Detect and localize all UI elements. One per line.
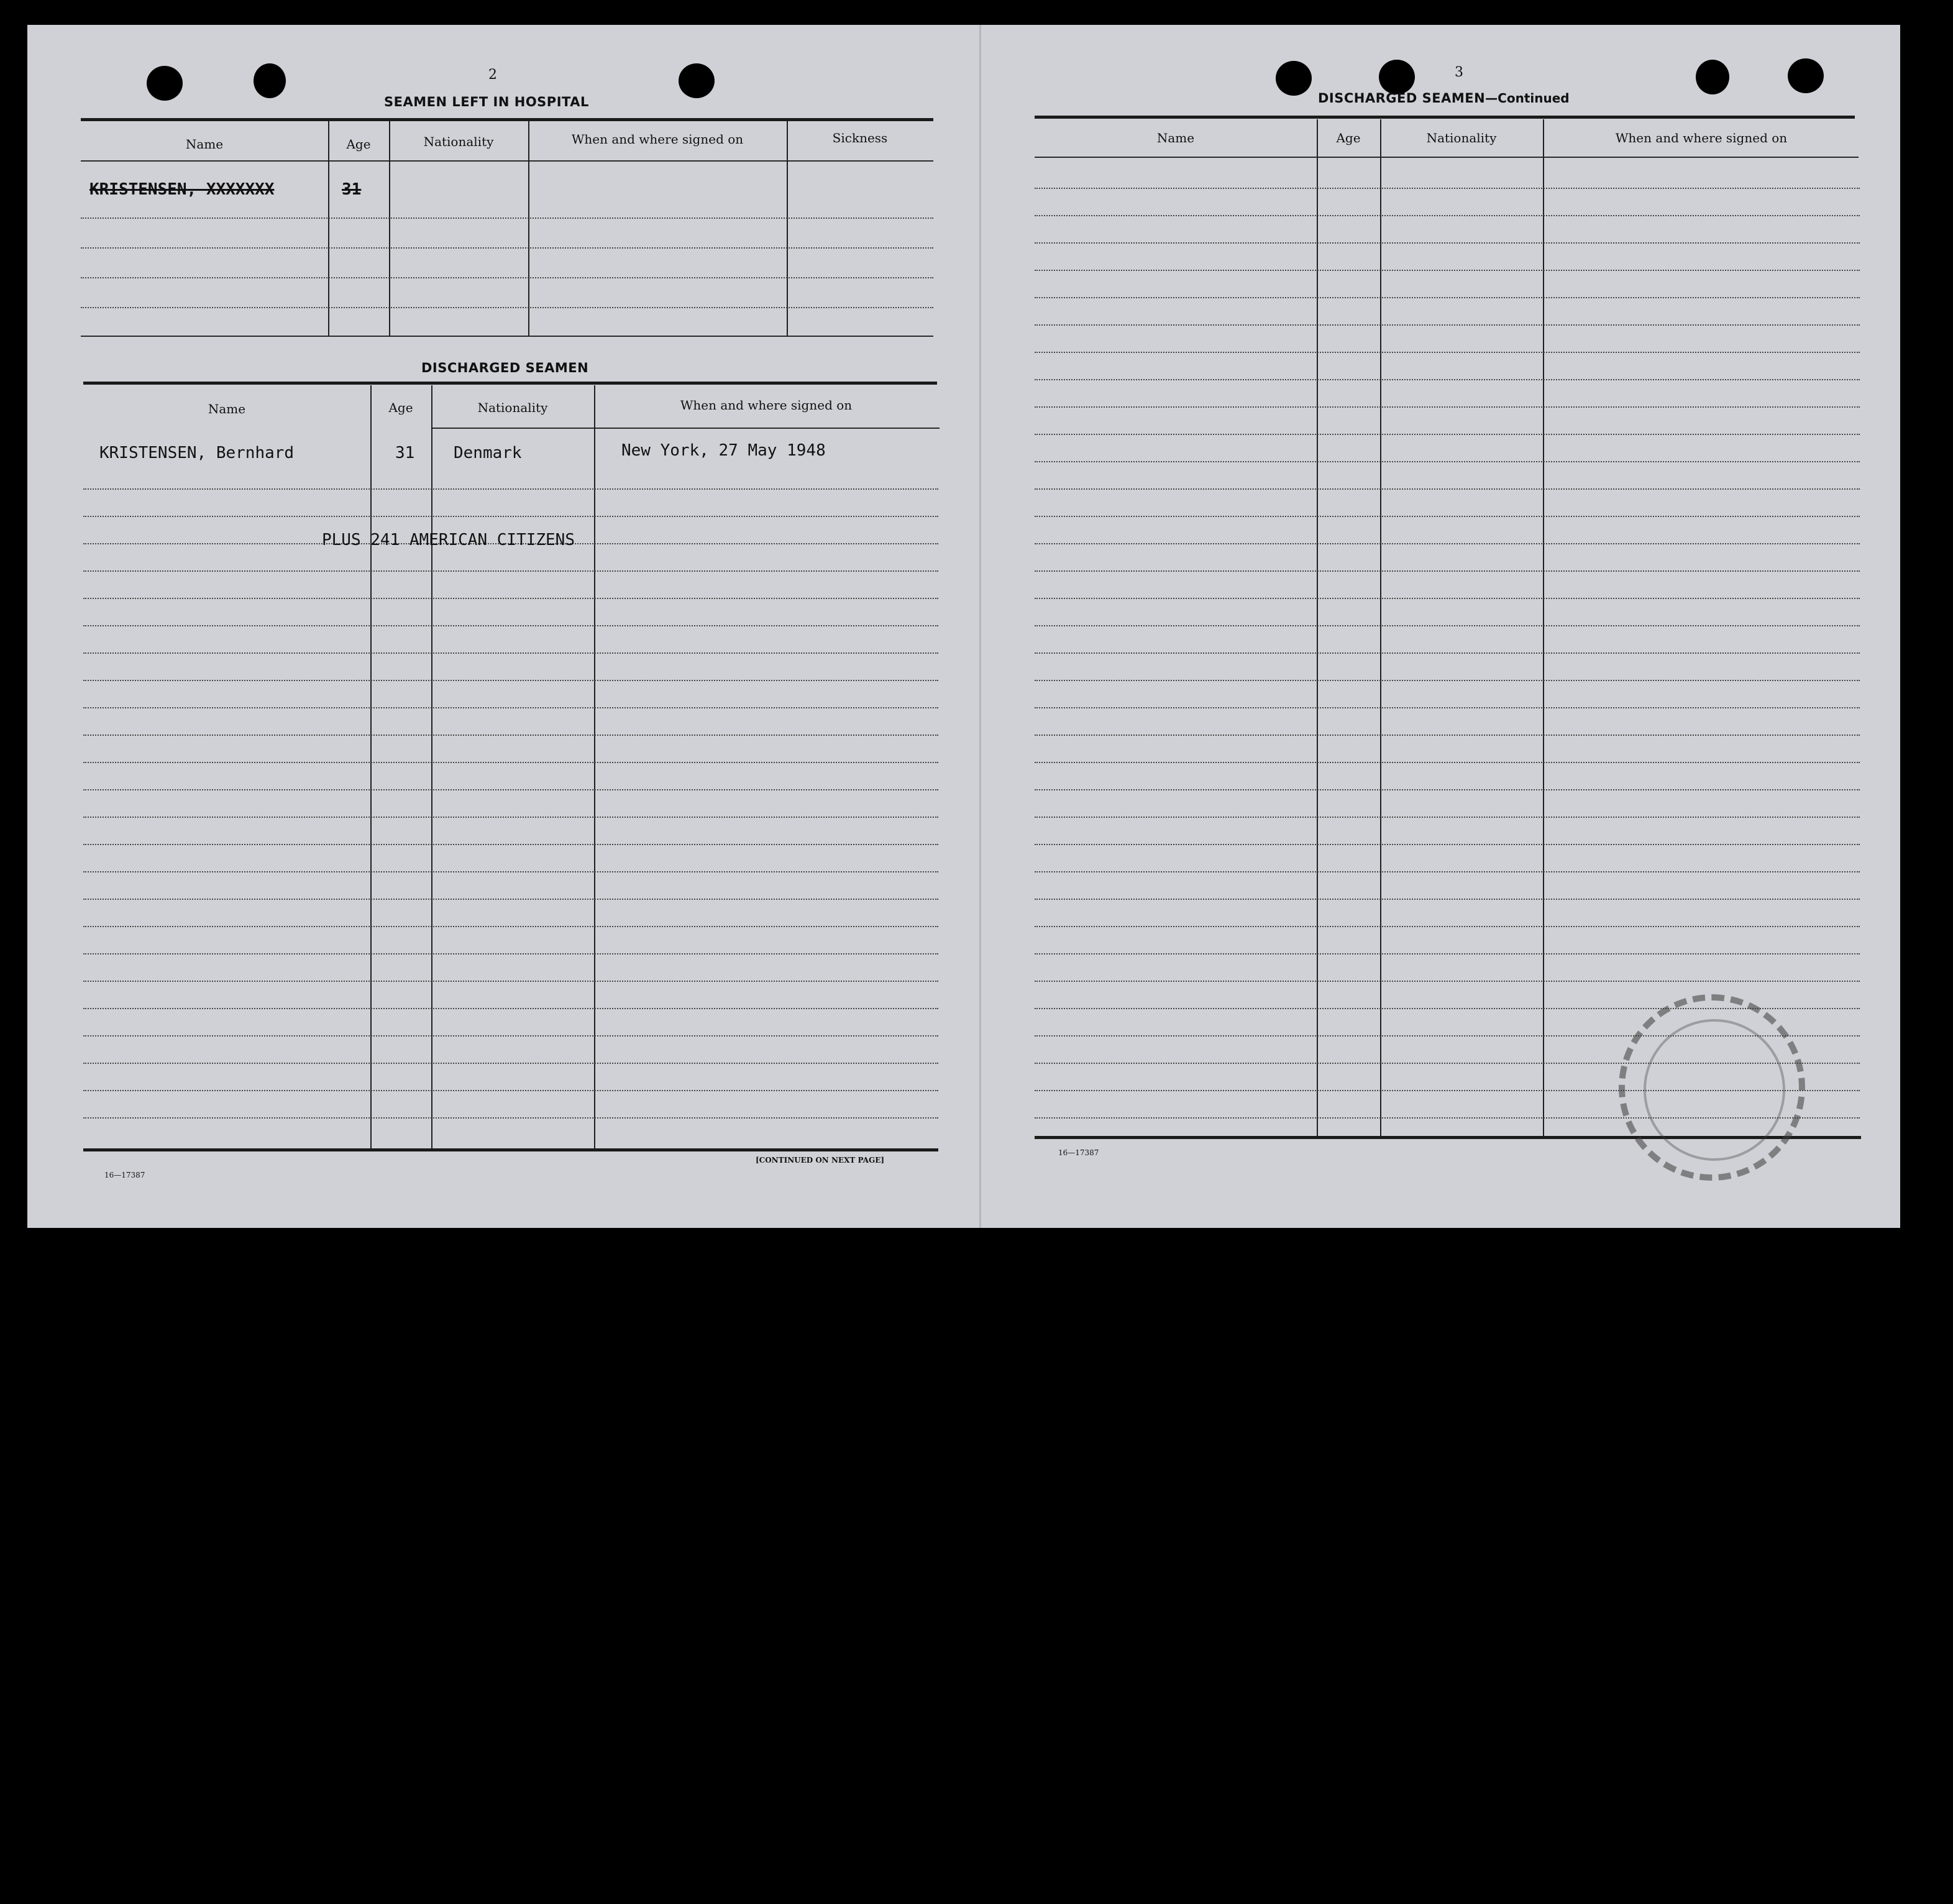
row-rule: [1035, 297, 1860, 298]
row-rule: [1035, 762, 1860, 763]
row-rule: [1035, 598, 1860, 599]
row-rule: [83, 1008, 938, 1009]
column-divider: [1543, 119, 1544, 1136]
row-rule: [1035, 461, 1860, 462]
header-nationality: Nationality: [423, 134, 494, 149]
table-bottom-rule: [81, 336, 933, 337]
row-rule: [1035, 570, 1860, 572]
row-rule: [1035, 871, 1860, 872]
row-rule: [1035, 625, 1860, 626]
column-divider: [594, 385, 595, 1148]
hospital-row-name: KRISTENSEN, XXXXXXX: [89, 180, 275, 199]
row-rule: [83, 762, 938, 763]
column-divider: [528, 121, 529, 336]
row-rule: [1035, 434, 1860, 435]
title-suffix: —Continued: [1485, 91, 1570, 106]
discharged-row-signed-on: New York, 27 May 1948: [621, 441, 826, 460]
row-rule: [83, 488, 938, 490]
row-rule: [83, 1090, 938, 1091]
column-divider: [787, 121, 788, 336]
row-rule: [1035, 188, 1860, 189]
header-sickness: Sickness: [832, 130, 888, 145]
column-divider: [370, 385, 372, 1148]
right-page: [981, 25, 1900, 1228]
column-divider: [1317, 119, 1318, 1136]
header-bottom-rule: [81, 160, 933, 162]
left-page: [27, 25, 979, 1228]
row-rule: [81, 307, 933, 308]
discharged-row-name: KRISTENSEN, Bernhard: [99, 444, 295, 462]
row-rule: [81, 247, 933, 249]
table-bottom-rule: [83, 1148, 938, 1151]
row-rule: [1035, 953, 1860, 954]
row-rule: [1035, 899, 1860, 900]
row-rule: [1035, 352, 1860, 353]
punch-hole: [1276, 61, 1312, 96]
punch-hole: [1788, 58, 1824, 93]
document-sheet: [27, 25, 1900, 1228]
discharged-section-title: DISCHARGED SEAMEN: [421, 360, 589, 375]
row-rule: [83, 899, 938, 900]
row-rule: [1035, 406, 1860, 408]
row-rule: [1035, 652, 1860, 654]
header-age: Age: [388, 400, 413, 415]
row-rule: [83, 570, 938, 572]
hospital-section-title: SEAMEN LEFT IN HOSPITAL: [384, 94, 589, 109]
punch-hole: [147, 66, 183, 101]
header-name: Name: [1156, 130, 1195, 145]
punch-hole: [679, 63, 715, 98]
row-rule: [1035, 789, 1860, 790]
header-nationality: Nationality: [477, 400, 548, 415]
page-number: 2: [488, 67, 497, 83]
row-rule: [83, 926, 938, 927]
row-rule: [83, 981, 938, 982]
table-top-rule: [81, 118, 933, 121]
row-rule: [83, 625, 938, 626]
row-rule: [83, 953, 938, 954]
header-name: Name: [185, 137, 224, 152]
row-rule: [81, 217, 933, 219]
row-rule: [83, 844, 938, 845]
table-top-rule: [1035, 116, 1855, 119]
header-signed-on: When and where signed on: [571, 132, 744, 147]
column-divider: [431, 385, 432, 1148]
row-rule: [83, 598, 938, 599]
row-rule: [83, 516, 938, 517]
row-rule: [83, 817, 938, 818]
row-rule: [1035, 324, 1860, 326]
header-nationality: Nationality: [1426, 130, 1497, 145]
punch-hole: [1379, 60, 1415, 94]
title-main: DISCHARGED SEAMEN: [1318, 91, 1486, 106]
header-signed-on: When and where signed on: [1615, 130, 1788, 145]
row-rule: [83, 1117, 938, 1119]
column-divider: [1380, 119, 1381, 1136]
stamp-inner-ring: [1644, 1019, 1785, 1161]
form-number: 16—17387: [1058, 1148, 1099, 1157]
row-rule: [1035, 926, 1860, 927]
header-name: Name: [208, 401, 246, 416]
punch-hole: [254, 63, 286, 98]
row-rule: [83, 652, 938, 654]
row-rule: [1035, 680, 1860, 681]
row-rule: [83, 680, 938, 681]
official-stamp: [1619, 994, 1805, 1181]
form-number: 16—17387: [104, 1171, 145, 1179]
discharged-row-nationality: Denmark: [454, 444, 522, 462]
header-bottom-rule: [431, 428, 940, 429]
row-rule: [1035, 735, 1860, 736]
table-top-rule: [83, 382, 937, 385]
row-rule: [81, 277, 933, 278]
row-rule: [1035, 516, 1860, 517]
header-signed-on: When and where signed on: [680, 398, 853, 413]
continued-note: [CONTINUED ON NEXT PAGE]: [756, 1156, 885, 1165]
row-rule: [83, 707, 938, 708]
discharged-note: PLUS 241 AMERICAN CITIZENS: [322, 531, 575, 549]
column-divider: [328, 121, 329, 336]
row-rule: [83, 871, 938, 872]
row-rule: [1035, 707, 1860, 708]
header-age: Age: [346, 137, 371, 152]
row-rule: [1035, 215, 1860, 216]
header-bottom-rule: [1035, 157, 1859, 158]
row-rule: [83, 1063, 938, 1064]
discharged-continued-title: [1318, 91, 1570, 106]
discharged-row-age: 31: [395, 444, 415, 462]
row-rule: [1035, 242, 1860, 244]
header-age: Age: [1336, 130, 1361, 145]
row-rule: [1035, 817, 1860, 818]
row-rule: [1035, 379, 1860, 380]
row-rule: [1035, 488, 1860, 490]
row-rule: [1035, 543, 1860, 544]
row-rule: [1035, 270, 1860, 271]
row-rule: [1035, 844, 1860, 845]
page-number: 3: [1455, 65, 1463, 80]
punch-hole: [1696, 60, 1729, 94]
column-divider: [389, 121, 390, 336]
row-rule: [83, 735, 938, 736]
row-rule: [1035, 981, 1860, 982]
row-rule: [83, 1035, 938, 1037]
hospital-row-age: 31: [342, 180, 362, 199]
row-rule: [83, 789, 938, 790]
